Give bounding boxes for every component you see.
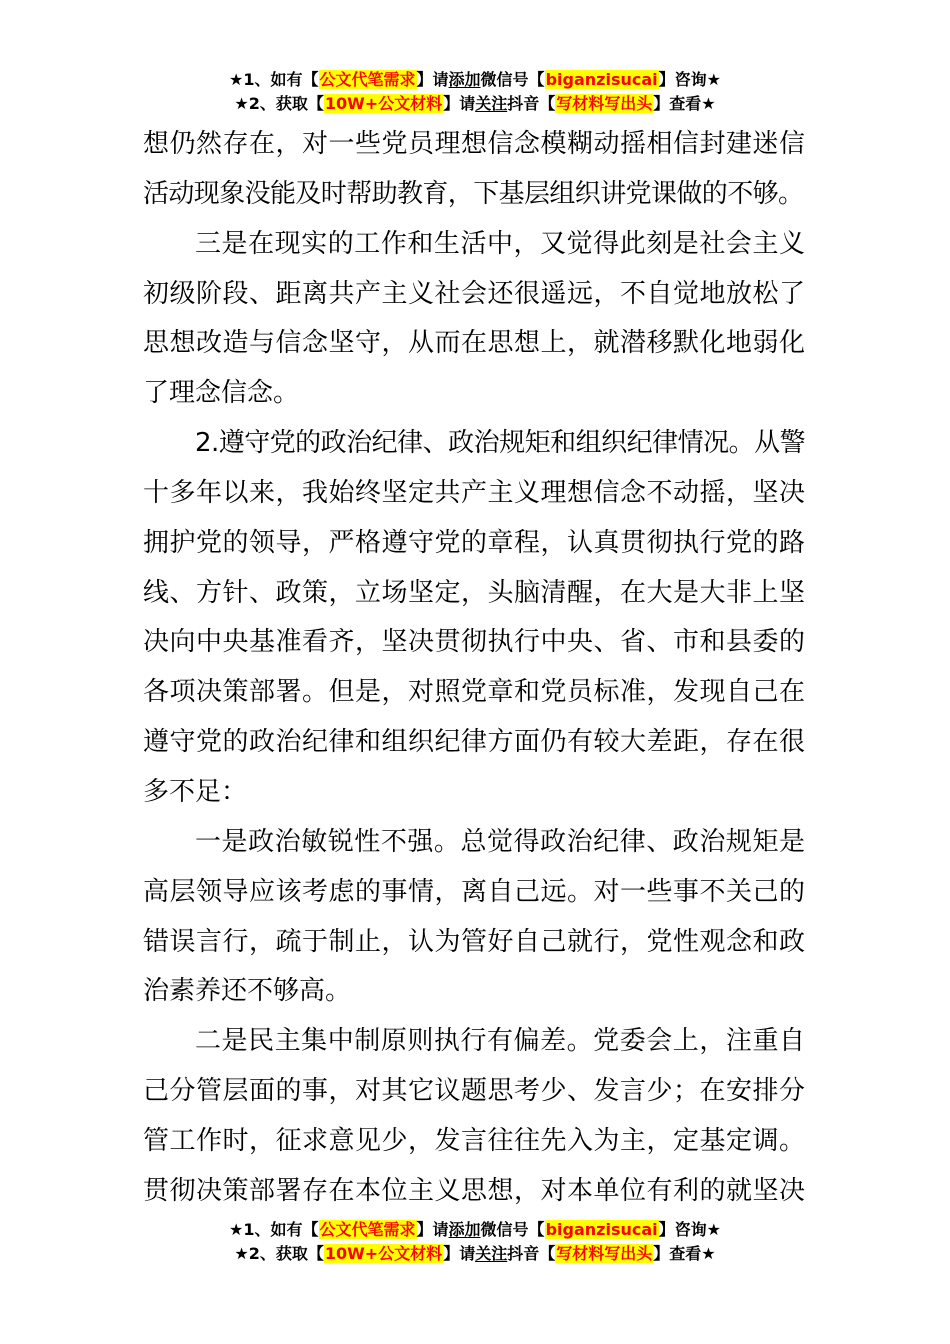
promo-highlight-wechat-id: biganzisucai [545, 70, 658, 89]
body-line: 2.遵守党的政治纪律、政治规矩和组织纪律情况。从警 [195, 428, 805, 459]
promo-text: 微信号【 [480, 1220, 545, 1239]
body-line: 想仍然存在，对一些党员理想信念模糊动摇相信封建迷信 [143, 129, 805, 159]
body-line: 己分管层面的事，对其它议题思考少、发言少；在安排分 [143, 1076, 805, 1107]
body-line: 三是在现实的工作和生活中，又觉得此刻是社会主义 [195, 228, 805, 259]
body-line: 遵守党的政治纪律和组织纪律方面仍有较大差距，存在很 [143, 727, 805, 758]
promo-underlined-text: 添加 [448, 70, 481, 89]
promo-text: ★2、获取【 [234, 94, 324, 113]
body-line: 思想改造与信念坚守，从而在思想上，就潜移默化地弱化 [143, 328, 805, 359]
promo-highlight-account: 写材料写出头 [556, 94, 653, 113]
body-line: 决向中央基准看齐，坚决贯彻执行中央、省、市和县委的 [143, 627, 805, 658]
body-line: 一是政治敏锐性不强。总觉得政治纪律、政治规矩是 [195, 826, 805, 857]
promo-underlined-text: 关注 [475, 94, 508, 113]
footer-promo [0, 1218, 950, 1266]
header-promo-line-1 [0, 68, 950, 92]
body-line: 拥护党的领导，严格遵守党的章程，认真贯彻执行党的路 [143, 527, 805, 558]
body-line: 初级阶段、距离共产主义社会还很遥远，不自觉地放松了 [143, 278, 805, 309]
promo-text: 】请 [416, 1220, 449, 1239]
body-line: 活动现象没能及时帮助教育，下基层组织讲党课做的不够。 [143, 178, 804, 209]
promo-text: 微信号【 [480, 70, 545, 89]
promo-text: 抖音【 [507, 94, 556, 113]
body-line: 各项决策部署。但是，对照党章和党员标准，发现自己在 [143, 677, 805, 708]
promo-highlight-materials: 10W+公文材料 [324, 1244, 443, 1263]
promo-text: 】查看★ [653, 1244, 716, 1263]
promo-highlight-wechat-id: biganzisucai [545, 1220, 658, 1239]
promo-highlight-service: 公文代笔需求 [319, 1220, 416, 1239]
promo-text: ★1、如有【 [229, 1220, 319, 1239]
body-line: 错误言行，疏于制止，认为管好自己就行，党性观念和政 [143, 926, 805, 957]
body-line: 了理念信念。 [143, 378, 300, 409]
body-line: 十多年以来，我始终坚定共产主义理想信念不动摇，坚决 [143, 477, 805, 508]
promo-text: 】请 [443, 1244, 476, 1263]
promo-highlight-service: 公文代笔需求 [319, 70, 416, 89]
promo-highlight-materials: 10W+公文材料 [324, 94, 443, 113]
header-promo [0, 68, 950, 116]
promo-text: 抖音【 [507, 1244, 556, 1263]
promo-text: ★1、如有【 [229, 70, 319, 89]
body-line: 多不足： [143, 776, 248, 807]
document-body [143, 120, 805, 1217]
body-line: 管工作时，征求意见少，发言往往先入为主，定基定调。 [143, 1125, 805, 1156]
promo-text: 】请 [443, 94, 476, 113]
promo-underlined-text: 添加 [448, 1220, 481, 1239]
body-line: 高层领导应该考虑的事情，离自己远。对一些事不关己的 [143, 876, 805, 907]
promo-underlined-text: 关注 [475, 1244, 508, 1263]
body-line: 二是民主集中制原则执行有偏差。党委会上，注重自 [195, 1026, 805, 1057]
body-line: 线、方针、政策，立场坚定，头脑清醒，在大是大非上坚 [143, 577, 805, 608]
header-promo-line-2 [0, 92, 950, 116]
promo-text: 】咨询★ [658, 70, 721, 89]
body-line: 贯彻决策部署存在本位主义思想，对本单位有利的就坚决 [143, 1175, 805, 1206]
promo-text: 】请 [416, 70, 449, 89]
promo-text: ★2、获取【 [234, 1244, 324, 1263]
footer-promo-line-2 [0, 1242, 950, 1266]
footer-promo-line-1 [0, 1218, 950, 1242]
promo-text: 】咨询★ [658, 1220, 721, 1239]
promo-highlight-account: 写材料写出头 [556, 1244, 653, 1263]
promo-text: 】查看★ [653, 94, 716, 113]
body-line: 治素养还不够高。 [143, 976, 352, 1007]
